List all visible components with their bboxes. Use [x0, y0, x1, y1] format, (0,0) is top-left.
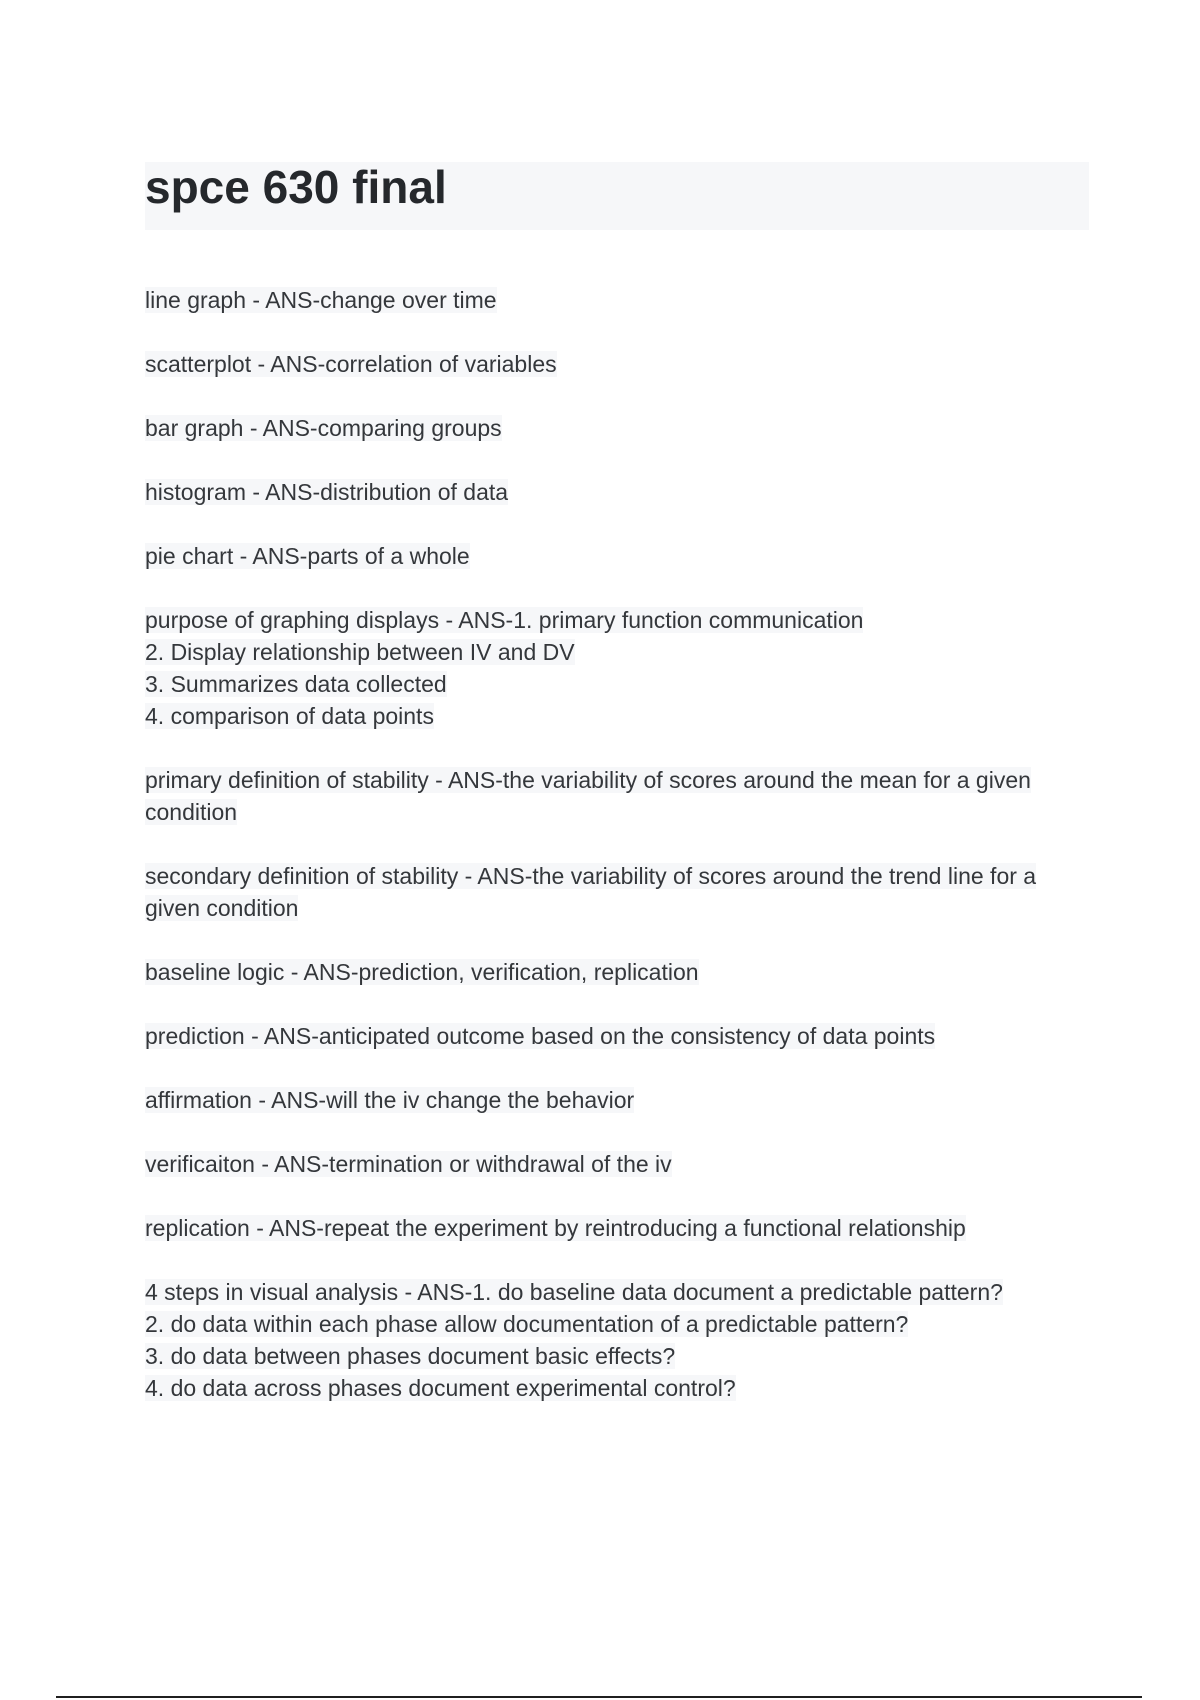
qa-line: 3. do data between phases document basic effects?: [145, 1343, 676, 1369]
qa-item: [145, 1148, 1085, 1180]
qa-item: [145, 764, 1085, 828]
qa-line: primary definition of stability - ANS-the variability of scores around the mean for a given condition: [145, 767, 1031, 825]
qa-line: purpose of graphing displays - ANS-1. primary function communication: [145, 607, 864, 633]
qa-line: verificaiton - ANS-termination or withdrawal of the iv: [145, 1151, 672, 1177]
qa-item: [145, 540, 1085, 572]
qa-line: 4. do data across phases document experimental control?: [145, 1375, 736, 1401]
qa-line: 2. do data within each phase allow documentation of a predictable pattern?: [145, 1311, 909, 1337]
qa-item: [145, 1276, 1085, 1404]
qa-line: line graph - ANS-change over time: [145, 287, 497, 313]
qa-line: 4. comparison of data points: [145, 703, 434, 729]
qa-item: [145, 956, 1085, 988]
qa-line: histogram - ANS-distribution of data: [145, 479, 509, 505]
qa-list: [145, 284, 1085, 1436]
qa-line: pie chart - ANS-parts of a whole: [145, 543, 470, 569]
document-title: spce 630 final: [145, 161, 447, 213]
qa-line: 4 steps in visual analysis - ANS-1. do baseline data document a predictable pattern?: [145, 1279, 1003, 1305]
qa-line: affirmation - ANS-will the iv change the behavior: [145, 1087, 635, 1113]
qa-item: [145, 1212, 1085, 1244]
qa-item: [145, 284, 1085, 316]
qa-item: [145, 476, 1085, 508]
footer-divider: [56, 1696, 1142, 1698]
qa-line: 3. Summarizes data collected: [145, 671, 447, 697]
qa-line: scatterplot - ANS-correlation of variables: [145, 351, 557, 377]
qa-item: [145, 348, 1085, 380]
qa-line: replication - ANS-repeat the experiment by reintroducing a functional relationship: [145, 1215, 966, 1241]
qa-line: prediction - ANS-anticipated outcome based on the consistency of data points: [145, 1023, 936, 1049]
qa-item: [145, 860, 1085, 924]
qa-item: [145, 1084, 1085, 1116]
qa-item: [145, 412, 1085, 444]
qa-line: bar graph - ANS-comparing groups: [145, 415, 502, 441]
qa-item: [145, 604, 1085, 732]
qa-line: secondary definition of stability - ANS-the variability of scores around the trend line for a given condition: [145, 863, 1037, 921]
qa-line: baseline logic - ANS-prediction, verification, replication: [145, 959, 699, 985]
qa-line: 2. Display relationship between IV and DV: [145, 639, 575, 665]
qa-item: [145, 1020, 1085, 1052]
